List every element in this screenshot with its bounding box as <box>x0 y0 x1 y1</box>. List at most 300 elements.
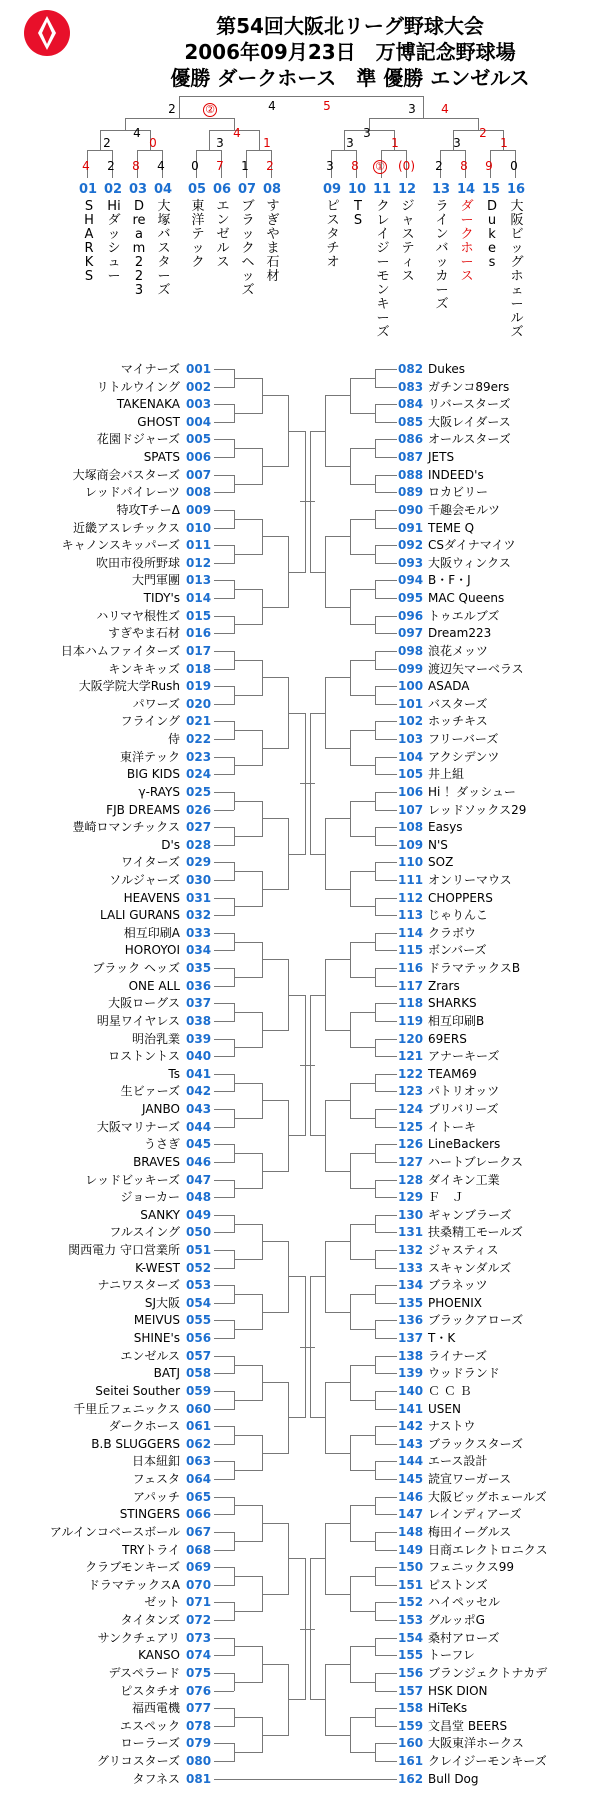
left-team-name: 日本紐釦 <box>131 1454 180 1469</box>
left-team-number: 046 <box>186 1154 212 1169</box>
bracket-line <box>375 580 397 581</box>
bracket-line <box>375 721 376 740</box>
bracket-line <box>350 1188 375 1189</box>
right-team-number: 162 <box>398 1771 424 1786</box>
bracket-line <box>214 1303 234 1304</box>
left-team-number: 026 <box>186 802 212 817</box>
bracket-line <box>234 660 262 661</box>
bracket-line <box>325 395 326 466</box>
bracket-line <box>369 118 479 119</box>
seed-number: 13 <box>432 182 451 197</box>
left-team-name: クラブモンキーズ <box>85 1560 180 1575</box>
bracket-line <box>375 933 376 952</box>
left-team-number: 032 <box>186 908 212 923</box>
bracket-line <box>179 96 424 97</box>
bracket-line <box>214 1215 234 1216</box>
right-team-number: 086 <box>398 432 424 447</box>
right-team-number: 147 <box>398 1507 424 1522</box>
bracket-line <box>375 1691 397 1692</box>
bracket-line <box>325 1382 350 1383</box>
right-team-name: Dukes <box>428 362 466 376</box>
right-team-number: 110 <box>398 855 424 870</box>
bracket-line <box>234 1717 262 1718</box>
bracket-line <box>350 589 351 625</box>
left-team-number: 039 <box>186 1031 212 1046</box>
bracket-line <box>234 413 262 414</box>
seed-team-name: ブラックヘッズ <box>241 199 255 298</box>
bracket-line <box>350 730 351 766</box>
right-team-name: イトーキ <box>428 1119 477 1134</box>
bracket-line <box>375 792 376 811</box>
bracket-line <box>490 150 516 151</box>
right-team-number: 156 <box>398 1665 424 1680</box>
right-team-name: Zrars <box>428 978 460 993</box>
semi-score: ② <box>203 103 217 117</box>
bracket-line <box>214 845 234 846</box>
left-team-number: 011 <box>186 538 212 553</box>
right-team-number: 091 <box>398 520 424 535</box>
right-team-name: フェニックス99 <box>428 1560 515 1575</box>
right-team-name: SHARKS <box>428 996 477 1011</box>
bracket-line <box>375 1673 376 1692</box>
bracket-line <box>375 1356 397 1357</box>
left-team-name: ゼット <box>144 1595 180 1610</box>
bracket-line <box>234 1047 262 1048</box>
bracket-line <box>350 871 351 907</box>
bracket-line <box>375 827 397 828</box>
bracket-line <box>214 1003 234 1004</box>
left-team-name: ONE ALL <box>128 978 180 993</box>
left-team-name: LALI GURANS <box>100 908 180 923</box>
right-team-name: Hi ！ダッシュー <box>428 784 516 799</box>
seed-number: 01 <box>79 182 98 197</box>
bracket-line <box>234 1083 262 1084</box>
bracket-line <box>350 801 375 802</box>
bracket-line <box>234 1400 262 1401</box>
bracket-line <box>375 422 397 423</box>
right-team-number: 082 <box>398 362 424 376</box>
round1-score: 7 <box>216 159 224 173</box>
left-team-number: 063 <box>186 1454 212 1469</box>
bracket-line <box>214 1726 234 1727</box>
bracket-line <box>350 1576 351 1612</box>
bracket-line <box>350 1083 351 1119</box>
bracket-line <box>214 528 234 529</box>
left-team-name: SJ大阪 <box>144 1295 180 1310</box>
right-team-name: HSK DION <box>428 1683 488 1698</box>
bracket-line <box>350 554 375 555</box>
right-team-name: 浪花メッツ <box>428 643 489 658</box>
bracket-line <box>262 959 288 960</box>
bracket-line <box>440 150 466 151</box>
bracket-line <box>375 686 397 687</box>
bracket-line <box>325 1382 326 1453</box>
bracket-line <box>262 889 288 890</box>
final-score-right: 5 <box>323 99 331 113</box>
right-team-name: USEN <box>428 1401 461 1416</box>
bracket-line <box>350 1012 351 1048</box>
bracket-line <box>375 404 397 405</box>
bracket-line <box>214 1021 234 1022</box>
bracket-line <box>350 695 375 696</box>
right-team-number: 099 <box>398 661 424 676</box>
bracket-line <box>325 1523 326 1594</box>
right-team-number: 161 <box>398 1753 424 1768</box>
bracket-line <box>214 633 234 634</box>
bracket-line <box>375 1479 397 1480</box>
bracket-line <box>310 431 311 573</box>
bracket-line <box>262 677 288 678</box>
bracket-line <box>214 792 234 793</box>
bracket-line <box>137 150 163 151</box>
bracket-line <box>214 1461 234 1462</box>
bracket-line <box>325 1664 350 1665</box>
bracket-line <box>375 1003 376 1022</box>
right-team-number: 152 <box>398 1595 424 1610</box>
left-team-name: エンゼルス <box>120 1348 180 1363</box>
bracket-line <box>310 1558 311 1700</box>
left-team-name: アルインコベースボール <box>49 1524 180 1539</box>
right-team-number: 127 <box>398 1154 424 1169</box>
right-team-number: 111 <box>398 872 424 887</box>
left-team-number: 058 <box>186 1366 212 1381</box>
bracket-line <box>214 1585 234 1586</box>
left-team-number: 077 <box>186 1701 212 1716</box>
left-team-number: 056 <box>186 1331 212 1346</box>
bracket-line <box>214 739 234 740</box>
bracket-line <box>234 484 262 485</box>
seed-number: 14 <box>457 182 476 197</box>
bracket-line <box>262 1241 288 1242</box>
left-team-number: 012 <box>186 555 212 570</box>
round2-score: 2 <box>103 136 111 150</box>
right-team-name: 渡辺矢マーベラス <box>428 661 524 676</box>
bracket-line <box>350 1365 375 1366</box>
right-team-number: 145 <box>398 1472 424 1487</box>
left-team-number: 062 <box>186 1436 212 1451</box>
bracket-line <box>288 1135 305 1136</box>
bracket-line <box>214 1620 234 1621</box>
left-team-name: 東洋テック <box>119 749 180 764</box>
bracket-line <box>214 1056 234 1057</box>
right-team-number: 140 <box>398 1383 424 1398</box>
right-team-number: 134 <box>398 1278 424 1293</box>
right-team-name: MAC Queens <box>428 591 505 606</box>
bracket-line <box>375 1602 376 1621</box>
left-team-name: 大阪マリナーズ <box>96 1119 180 1134</box>
right-team-name: TEAM69 <box>428 1066 477 1081</box>
quarter-score: 4 <box>133 126 141 140</box>
bracket-line <box>234 906 262 907</box>
semi-score: 2 <box>168 102 176 116</box>
right-team-name: LineBackers <box>428 1137 501 1152</box>
bracket-line <box>375 1620 397 1621</box>
bracket-line <box>375 1708 397 1709</box>
left-team-name: γ-RAYS <box>138 784 180 799</box>
bracket-line <box>375 704 397 705</box>
left-team-number: 028 <box>186 837 212 852</box>
bracket-line <box>375 1056 397 1057</box>
quarter-score: 2 <box>479 126 487 140</box>
right-team-number: 123 <box>398 1084 424 1099</box>
round1-score: (0) <box>398 159 415 173</box>
left-team-number: 001 <box>186 362 212 376</box>
bracket-line <box>262 1312 288 1313</box>
left-team-number: 052 <box>186 1260 212 1275</box>
seed-team-name: 大塚バスターズ <box>157 199 171 298</box>
bracket-line <box>375 862 376 881</box>
right-team-name: JETS <box>428 450 455 465</box>
bracket-line <box>325 818 350 819</box>
seed-number: 03 <box>129 182 148 197</box>
right-team-name: クレイジーモンキーズ <box>428 1753 547 1768</box>
seed-team-name: 大阪ビッグホェールズ <box>510 199 524 340</box>
right-team-number: 128 <box>398 1172 424 1187</box>
right-team-name: バスターズ <box>428 696 488 711</box>
bracket-line <box>214 1074 234 1075</box>
bracket-line <box>375 1320 376 1339</box>
right-team-name: 読宣ワーガース <box>428 1472 512 1487</box>
left-team-number: 017 <box>186 643 212 658</box>
bracket-line <box>375 457 397 458</box>
bracket-line <box>350 519 375 520</box>
bracket-line <box>375 862 397 863</box>
right-team-name: ホッチキス <box>428 714 488 729</box>
bracket-line <box>234 448 262 449</box>
quarter-score: 3 <box>363 126 371 140</box>
bracket-line <box>375 827 376 846</box>
left-team-name: ドラマテックスA <box>87 1577 180 1592</box>
bracket-line <box>262 1779 288 1780</box>
right-team-number: 130 <box>398 1207 424 1222</box>
bracket-line <box>325 1735 350 1736</box>
left-team-name: BATJ <box>153 1366 180 1381</box>
bracket-line <box>375 1021 397 1022</box>
bracket-line <box>214 422 234 423</box>
left-team-name: BIG KIDS <box>126 767 180 782</box>
bracket-line <box>375 1250 376 1269</box>
bracket-line <box>375 439 397 440</box>
round1-score: 3 <box>326 159 334 173</box>
left-team-number: 044 <box>186 1119 212 1134</box>
right-team-number: 095 <box>398 591 424 606</box>
bracket-line <box>375 1268 397 1269</box>
bracket-line <box>325 536 326 607</box>
bracket-line <box>214 1426 234 1427</box>
round2-score: 0 <box>149 136 157 150</box>
left-team-number: 027 <box>186 820 212 835</box>
left-team-number: 038 <box>186 1013 212 1028</box>
bracket-line <box>214 915 234 916</box>
bracket-line <box>423 96 424 118</box>
right-team-name: 日商エレクトロニクス <box>428 1542 548 1557</box>
bracket-line <box>310 854 325 855</box>
bracket-line <box>375 616 397 617</box>
right-team-name: CSダイナマイツ <box>428 538 516 553</box>
seed-number: 05 <box>188 182 207 197</box>
right-team-number: 083 <box>398 379 424 394</box>
left-team-number: 022 <box>186 732 212 747</box>
semi-score: 4 <box>441 102 449 116</box>
left-team-name: HOROYOI <box>124 943 180 958</box>
bracket-line <box>350 1505 351 1541</box>
right-team-number: 088 <box>398 467 424 482</box>
right-team-name: Dream223 <box>428 626 492 641</box>
bracket-line <box>350 1646 351 1682</box>
right-team-number: 117 <box>398 978 424 993</box>
right-team-name: 大阪レイダース <box>428 414 511 429</box>
right-team-number: 132 <box>398 1243 424 1257</box>
bracket-line <box>214 1127 234 1128</box>
right-team-name: Bull Dog <box>428 1771 479 1786</box>
right-team-name: ブランジェクトナカデ <box>428 1665 548 1680</box>
bracket-line <box>214 933 234 934</box>
bracket-line <box>375 1303 397 1304</box>
bracket-line <box>350 378 351 414</box>
bracket-line <box>375 510 397 511</box>
right-team-number: 113 <box>398 908 424 923</box>
left-team-number: 072 <box>186 1613 212 1628</box>
right-team-name: オンリーマウス <box>428 872 512 887</box>
bracket-line <box>350 1153 375 1154</box>
bracket-line <box>125 118 235 119</box>
bracket-line <box>375 1074 397 1075</box>
right-team-name: スキャンダルズ <box>428 1260 512 1275</box>
bracket-line <box>350 624 375 625</box>
bracket-line <box>214 1285 234 1286</box>
bracket-line <box>375 563 397 564</box>
seed-team-name: Hiダッシュー <box>107 199 121 284</box>
bracket-line <box>375 757 376 776</box>
bracket-line <box>214 404 234 405</box>
left-team-name: フライング <box>120 714 180 729</box>
bracket-line <box>375 1391 397 1392</box>
left-team-number: 016 <box>186 626 212 641</box>
bracket-line <box>288 1558 305 1559</box>
right-team-number: 094 <box>398 573 424 588</box>
right-team-number: 085 <box>398 414 424 429</box>
bracket-line <box>325 466 350 467</box>
right-team-number: 105 <box>398 767 424 782</box>
bracket-line <box>375 545 397 546</box>
left-team-name: タイタンズ <box>120 1613 180 1628</box>
bracket-line <box>262 1382 288 1383</box>
bracket-line <box>375 1638 397 1639</box>
left-team-number: 075 <box>186 1665 212 1680</box>
left-team-number: 021 <box>186 714 212 729</box>
right-team-name: 大阪東洋ホークス <box>428 1736 524 1751</box>
bracket-line <box>310 713 325 714</box>
right-team-number: 150 <box>398 1560 424 1575</box>
bracket-line <box>375 986 397 987</box>
round2-score: 3 <box>216 136 224 150</box>
right-team-number: 101 <box>398 696 424 711</box>
right-team-number: 112 <box>398 890 424 905</box>
left-team-name: 花園ドジャーズ <box>96 432 180 447</box>
bracket-line <box>375 598 397 599</box>
right-team-name: フリーバーズ <box>428 732 499 747</box>
bracket-line <box>288 995 305 996</box>
bracket-line <box>234 1224 262 1225</box>
left-team-number: 024 <box>186 767 212 782</box>
bracket-line <box>375 739 397 740</box>
left-team-number: 029 <box>186 855 212 870</box>
left-team-name: 相互印刷A <box>123 925 180 940</box>
bracket-line <box>214 1743 234 1744</box>
bracket-line <box>288 1417 305 1418</box>
bracket-line <box>234 589 262 590</box>
bracket-line <box>234 624 262 625</box>
right-team-name: グルッポG <box>428 1613 485 1628</box>
bracket-line <box>262 1594 288 1595</box>
right-team-name: レインディアーズ <box>428 1507 522 1522</box>
bracket-line <box>350 977 375 978</box>
right-team-number: 102 <box>398 714 424 729</box>
left-team-number: 006 <box>186 450 212 465</box>
bracket-line <box>214 563 234 564</box>
bracket-line <box>234 1505 262 1506</box>
bracket-line <box>375 880 397 881</box>
bracket-line <box>214 898 234 899</box>
left-team-number: 007 <box>186 467 212 482</box>
seed-number: 02 <box>104 182 123 197</box>
bracket-line <box>325 1664 326 1735</box>
left-team-number: 065 <box>186 1489 212 1504</box>
left-team-number: 081 <box>186 1771 212 1786</box>
bracket-line <box>325 748 350 749</box>
seed-team-name: ピスタチオ <box>326 199 340 270</box>
bracket-line <box>262 1523 288 1524</box>
left-team-number: 010 <box>186 520 212 535</box>
bracket-line <box>214 1250 234 1251</box>
left-team-name: SPATS <box>143 450 180 465</box>
seed-team-name: エンゼルス <box>216 199 230 270</box>
bracket-line <box>214 369 234 370</box>
bracket-line <box>375 369 397 370</box>
left-team-name: 明星ワイヤレス <box>96 1013 180 1028</box>
right-team-number: 121 <box>398 1049 424 1064</box>
right-team-name: ライナーズ <box>428 1348 488 1363</box>
left-team-name: グリコスターズ <box>96 1753 180 1768</box>
bracket-line <box>350 413 375 414</box>
bracket-line <box>375 651 376 670</box>
bracket-line <box>375 669 397 670</box>
left-team-number: 074 <box>186 1648 212 1663</box>
bracket-line <box>375 1585 397 1586</box>
bracket-line <box>325 677 326 748</box>
right-team-name: 桑村アローズ <box>428 1630 500 1645</box>
right-team-name: ガチンコ89ers <box>428 379 510 394</box>
bracket-line <box>325 1100 326 1171</box>
bracket-line <box>375 1743 397 1744</box>
bracket-line <box>262 1030 288 1031</box>
bracket-line <box>350 1611 375 1612</box>
bracket-line <box>375 1743 376 1762</box>
bracket-line <box>234 1188 262 1189</box>
left-team-number: 030 <box>186 872 212 887</box>
bracket-line <box>375 475 397 476</box>
bracket-line <box>288 854 305 855</box>
right-team-name: 文昌堂 BEERS <box>428 1718 508 1733</box>
bracket-line <box>350 1717 351 1753</box>
right-team-name: N'S <box>428 837 448 852</box>
bracket-line <box>214 1409 234 1410</box>
bracket-line <box>214 1197 234 1198</box>
bracket-line <box>87 150 113 151</box>
left-team-number: 060 <box>186 1401 212 1416</box>
bracket-line <box>214 1091 234 1092</box>
right-team-name: ブラックスターズ <box>428 1436 524 1451</box>
